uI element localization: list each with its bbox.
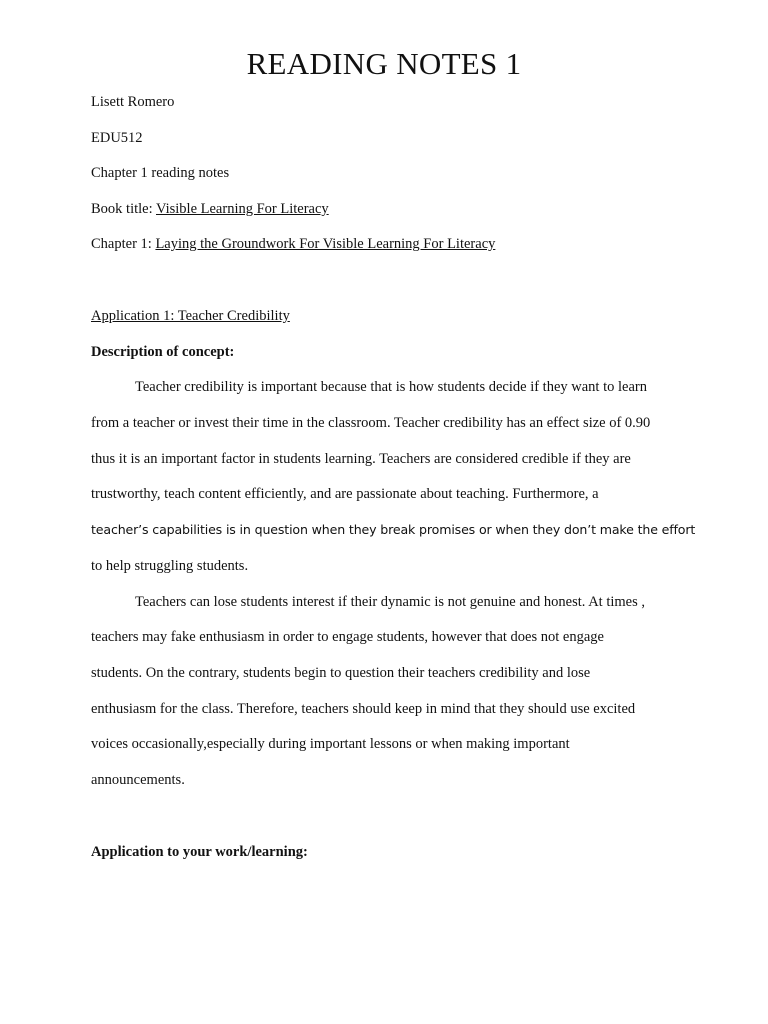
paragraph1-line: thus it is an important factor in students learning. Teachers are considered credible if they are bbox=[91, 451, 631, 467]
document-title: READING NOTES 1 bbox=[246, 46, 522, 81]
paragraph1-line: from a teacher or invest their time in the classroom. Teacher credibility has an effect size of 0.90 bbox=[91, 415, 651, 431]
description-heading: Description of concept: bbox=[91, 344, 235, 360]
paragraph2-line: students. On the contrary, students begin to question their teachers credibility and lose bbox=[91, 665, 591, 681]
assignment-name: Chapter 1 reading notes bbox=[91, 165, 230, 181]
paragraph2-line: teachers may fake enthusiasm in order to engage students, however that does not engage bbox=[91, 629, 604, 645]
book-title-label: Book title: bbox=[91, 201, 156, 217]
author-name: Lisett Romero bbox=[91, 94, 175, 110]
paragraph2-line: Teachers can lose students interest if their dynamic is not genuine and honest. At times , bbox=[135, 594, 645, 610]
application-work-heading: Application to your work/learning: bbox=[91, 844, 308, 860]
chapter-line bbox=[91, 235, 495, 253]
paragraph2-line: announcements. bbox=[91, 772, 185, 788]
paragraph1-line: trustworthy, teach content efficiently, and are passionate about teaching. Furthermore, a bbox=[91, 486, 599, 502]
chapter-title: Laying the Groundwork For Visible Learning For Literacy bbox=[155, 236, 496, 252]
book-title: Visible Learning For Literacy bbox=[156, 201, 329, 217]
paragraph2-line: enthusiasm for the class. Therefore, teachers should keep in mind that they should use excited bbox=[91, 701, 636, 717]
paragraph1-line: teacher’s capabilities is in question when they break promises or when they don’t make the effort bbox=[91, 522, 696, 537]
chapter-label: Chapter 1: bbox=[91, 236, 156, 252]
book-title-line bbox=[91, 200, 329, 218]
paragraph1-line: to help struggling students. bbox=[91, 558, 249, 574]
paragraph1-line: Teacher credibility is important because that is how students decide if they want to learn bbox=[135, 379, 647, 395]
paragraph2-line: voices occasionally,especially during important lessons or when making important bbox=[91, 736, 570, 752]
course-code: EDU512 bbox=[91, 130, 143, 146]
application-heading: Application 1: Teacher Credibility bbox=[91, 308, 290, 324]
